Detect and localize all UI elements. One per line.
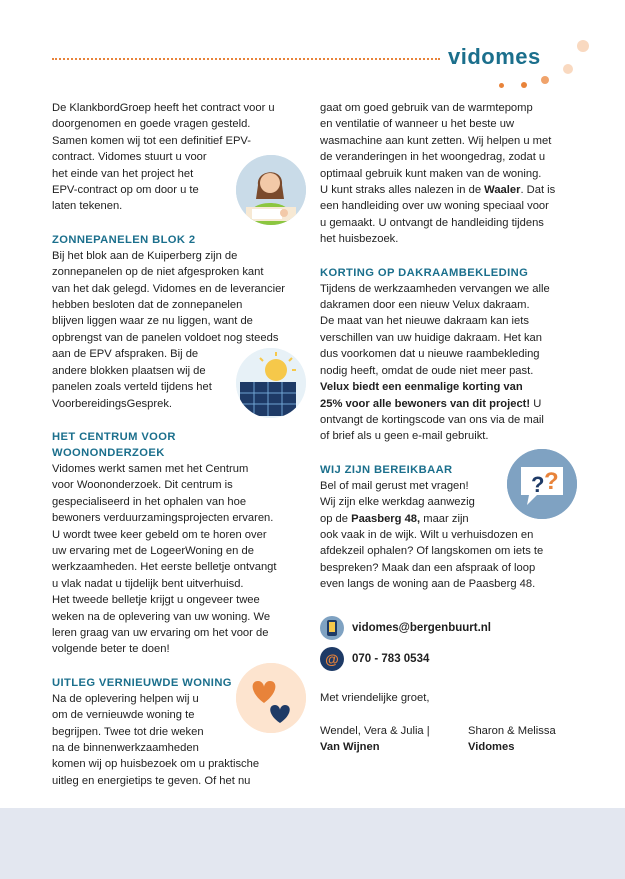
korting-line: verschillen van uw huidige dakraam. Het kan [320, 331, 543, 344]
bereikbaar-text: maar zijn [420, 512, 469, 525]
zonnepanelen-line: aan de EPV afspraken. Bij de [52, 348, 199, 361]
decor-dot [563, 64, 573, 74]
centrum-line: voor Woononderzoek. Dit centrum is [52, 479, 233, 492]
svg-text:?: ? [544, 468, 559, 495]
phone-contact[interactable] [320, 647, 429, 671]
centrum-line: werkzaamheden. Het eerste belletje ontvangt [52, 561, 277, 574]
korting-line: of brief als u geen e-mail gebruikt. [320, 430, 489, 443]
waaler-text: U kunt straks alles nalezen in de [320, 184, 485, 197]
hearts-icon [236, 663, 306, 733]
waaler-bold: Waaler [484, 184, 521, 197]
footer-band [0, 808, 625, 879]
zonnepanelen-line: zonnepanelen op de niet afgesproken kant [52, 266, 264, 279]
signature-names: Sharon & Melissa [468, 725, 556, 737]
zonnepanelen-line: van het dak gelegd. Vidomes en de leverancier [52, 282, 286, 295]
phone-text[interactable]: 070 - 783 0534 [352, 653, 430, 665]
zonnepanelen-line: Bij het blok aan de Kuiperberg zijn de [52, 249, 238, 262]
uitleg-line: uitleg en energietips te geven. Of het nu [52, 774, 251, 787]
decor-dot [577, 40, 589, 52]
intro-line: het einde van het project het [52, 167, 194, 180]
phone-icon [320, 616, 344, 640]
solar-panel-icon [236, 348, 306, 418]
korting-bold-line [320, 396, 575, 412]
zonnepanelen-line: blijven liggen waar ze nu liggen, want de [52, 315, 253, 328]
zonnepanelen-line: panelen zoals verteld tijdens het [52, 381, 212, 394]
korting-line: dakramen door een nieuw Velux dakraam. [320, 299, 530, 312]
address-bold: Paasberg 48, [351, 512, 421, 525]
centrum-line: U wordt twee keer gebeld om te horen over [52, 528, 267, 541]
uitleg-line: na de binnenwerkzaamheden [52, 742, 199, 754]
woman-signing-icon [236, 155, 306, 225]
signature-group-1 [320, 723, 430, 756]
bereikbaar-text: op de [320, 512, 352, 525]
svg-text:?: ? [531, 472, 545, 497]
zonnepanelen-line: VoorbereidingsGesprek. [52, 397, 173, 410]
uitleg-line: begrijpen. Twee tot drie weken [52, 725, 204, 738]
signature-org: Vidomes [468, 741, 515, 754]
uitleg-line: Na de oplevering helpen wij u [52, 692, 199, 705]
intro-line: Samen komen wij tot een definitief EPV- [52, 134, 251, 147]
centrum-line: weken na de oplevering van uw woning. We [52, 610, 271, 623]
intro-line: doorgenomen en goede vragen gesteld. [52, 118, 251, 131]
waaler-text: . Dat is [520, 184, 556, 197]
waaler-line: gaat om goed gebruik van de warmtepomp [320, 102, 533, 114]
bereikbaar-line: Bel of mail gerust met vragen! [320, 479, 469, 492]
heading-korting-dakraam: KORTING OP DAKRAAMBEKLEDING [320, 266, 529, 279]
korting-bold: 25% voor alle bewoners van dit project! [320, 397, 531, 410]
centrum-line: bewoners verduurzamingsprojecten ervaren. [52, 512, 274, 525]
waaler-line: u gemaakt. U ontvangt de handleiding tijdens [320, 216, 544, 229]
signature-group-2 [468, 723, 556, 756]
centrum-line: u vlak nadat u tijdelijk bent uitverhuisd. [52, 577, 244, 590]
intro-line: contract. Vidomes stuurt u voor [52, 151, 207, 164]
vidomes-logo: vidomes [448, 44, 541, 69]
decor-dot [499, 83, 504, 88]
zonnepanelen-line: andere blokken plaatsen wij de [52, 364, 206, 377]
korting-line: ontvangt de kortingscode van ons via de mail [320, 413, 544, 426]
centrum-line: uw ervaring met de LogeerWoning en de [52, 544, 254, 557]
question-bubble-icon [507, 449, 577, 519]
waaler-line [320, 182, 575, 198]
centrum-line: leren graag van uw ervaring om het voor de [52, 626, 269, 639]
centrum-line: Het tweede belletje krijgt u ongeveer twee [52, 594, 260, 607]
waaler-line: de veranderingen in het woongedrag, zodat u [320, 151, 546, 164]
korting-line: De maat van het nieuwe dakraam kan iets [320, 315, 529, 328]
greeting: Met vriendelijke groet, [320, 692, 430, 704]
centrum-line: volgende beter te doen! [52, 643, 170, 656]
centrum-line: Vidomes werkt samen met het Centrum [52, 462, 249, 475]
korting-text: U [530, 397, 542, 410]
korting-bold: Velux biedt een eenmalige korting van [320, 381, 523, 394]
korting-bold-line [320, 379, 575, 395]
korting-line: Tijdens de werkzaamheden vervangen we alle [320, 282, 550, 295]
waaler-line: het huisbezoek. [320, 233, 399, 246]
signature-names: Wendel, Vera & Julia | [320, 725, 430, 737]
bereikbaar-line: bespreken? Maak dan een afspraak of loop [320, 561, 536, 574]
waaler-line: en ventilatie of wanneer u het beste uw [320, 118, 515, 131]
intro-line: EPV-contract op om door u te [52, 184, 199, 197]
heading-bereikbaar: WIJ ZIJN BEREIKBAAR [320, 463, 453, 476]
waaler-line: optimaal gebruik kunt maken van de woning. [320, 167, 542, 180]
uitleg-line: komen wij op huisbezoek om u praktische [52, 758, 260, 771]
email-text[interactable]: vidomes@bergenbuurt.nl [352, 622, 492, 634]
centrum-line: gespecialiseerd in het ophalen van hoe [52, 495, 247, 508]
signature-org: Van Wijnen [320, 741, 380, 754]
waaler-line: een handleiding over uw woning speciaal voor [320, 200, 549, 213]
waaler-line: wasmachine aan kunt zetten. Wij helpen u met [320, 134, 552, 147]
bereikbaar-line: Wij zijn elke werkdag aanwezig [320, 496, 475, 509]
bereikbaar-line: even langs de woning aan de Paasberg 48. [320, 578, 536, 591]
at-sign-icon: @ [320, 647, 344, 671]
bereikbaar-line: ook vaak in de wijk. Wilt u verhuisdozen en [320, 528, 534, 541]
intro-line: laten tekenen. [52, 200, 123, 213]
heading-zonnepanelen: ZONNEPANELEN BLOK 2 [52, 233, 196, 246]
korting-line: nodig heeft, omdat de oude niet meer past. [320, 364, 534, 377]
decor-dot [541, 76, 549, 84]
email-contact[interactable] [320, 616, 491, 640]
zonnepanelen-line: hebben besloten dat de zonnepanelen [52, 299, 243, 312]
uitleg-line: om de vernieuwde woning te [52, 709, 195, 722]
heading-uitleg-woning: UITLEG VERNIEUWDE WONING [52, 676, 232, 689]
bereikbaar-line: afdekzeil ophalen? Of langskomen om iets te [320, 545, 544, 558]
korting-line: dus voorkomen dat u nieuwe raambekleding [320, 348, 540, 361]
intro-line: De KlankbordGroep heeft het contract voor u [52, 102, 275, 114]
header-dotted-line [52, 58, 440, 60]
heading-centrum-woononderzoek: HET CENTRUM VOOR WOONONDERZOEK [52, 430, 176, 459]
decor-dot [521, 82, 527, 88]
zonnepanelen-line: opbrengst van de panelen voldoet nog steeds [52, 331, 279, 344]
